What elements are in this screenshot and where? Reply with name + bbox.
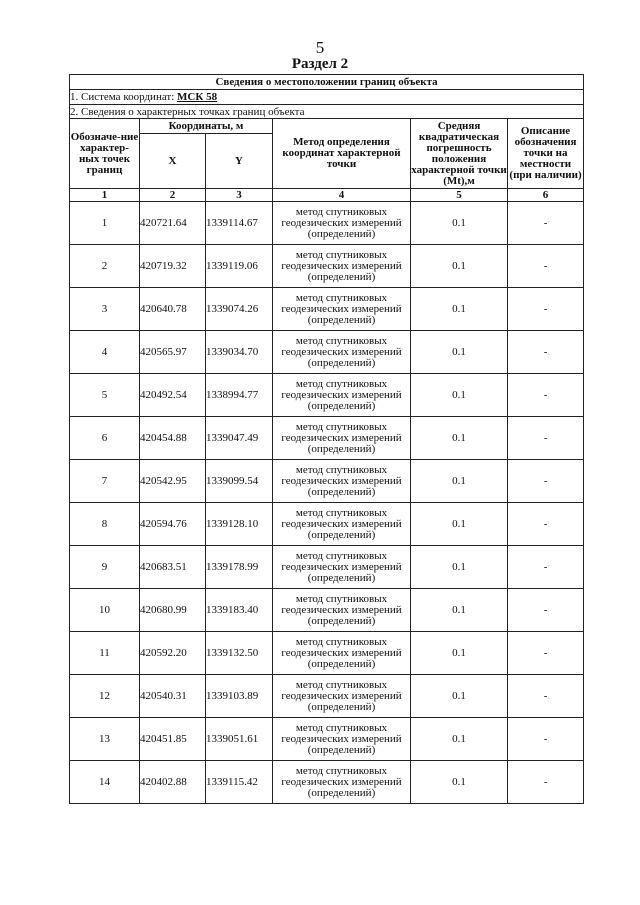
header-description: Описание обозначения точки на местности (при наличии)	[508, 119, 584, 189]
point-number: 3	[70, 288, 140, 331]
coordinate-y: 1339099.54	[206, 460, 273, 503]
method-cell: метод спутниковых геодезических измерений (определений)	[273, 675, 411, 718]
method-cell: метод спутниковых геодезических измерений (определений)	[273, 761, 411, 804]
coordinate-x: 420540.31	[140, 675, 206, 718]
header-x: X	[140, 134, 206, 189]
description-cell: -	[508, 417, 584, 460]
point-number: 12	[70, 675, 140, 718]
table-row	[70, 718, 584, 761]
table-row	[70, 460, 584, 503]
coordinate-x: 420640.78	[140, 288, 206, 331]
column-number-4: 4	[273, 189, 411, 202]
table-row	[70, 331, 584, 374]
coordinate-y: 1339119.06	[206, 245, 273, 288]
boundary-points-table	[69, 74, 584, 804]
coordinate-x: 420492.54	[140, 374, 206, 417]
page-number: 5	[315, 38, 325, 57]
description-cell: -	[508, 675, 584, 718]
coordinate-y: 1339128.10	[206, 503, 273, 546]
coordinate-x: 420454.88	[140, 417, 206, 460]
description-cell: -	[508, 460, 584, 503]
column-number-3: 3	[206, 189, 273, 202]
error-cell: 0.1	[411, 718, 508, 761]
table-row	[70, 417, 584, 460]
coordinate-y: 1339034.70	[206, 331, 273, 374]
method-cell: метод спутниковых геодезических измерений (определений)	[273, 632, 411, 675]
point-number: 9	[70, 546, 140, 589]
point-number: 10	[70, 589, 140, 632]
point-number: 14	[70, 761, 140, 804]
column-number-6: 6	[508, 189, 584, 202]
error-cell: 0.1	[411, 374, 508, 417]
point-number: 8	[70, 503, 140, 546]
coordinate-y: 1338994.77	[206, 374, 273, 417]
table-row	[70, 761, 584, 804]
table-row	[70, 245, 584, 288]
method-cell: метод спутниковых геодезических измерений (определений)	[273, 374, 411, 417]
coordinate-y: 1339132.50	[206, 632, 273, 675]
point-number: 4	[70, 331, 140, 374]
header-error: Средняя квадратическая погрешность положения характерной точки (Mt),м	[411, 119, 507, 187]
coordinate-y: 1339051.61	[206, 718, 273, 761]
method-cell: метод спутниковых геодезических измерений (определений)	[273, 417, 411, 460]
error-cell: 0.1	[411, 245, 508, 288]
method-cell: метод спутниковых геодезических измерений (определений)	[273, 460, 411, 503]
error-cell: 0.1	[411, 202, 508, 245]
error-cell: 0.1	[411, 503, 508, 546]
table-row	[70, 374, 584, 417]
method-cell: метод спутниковых геодезических измерений (определений)	[273, 202, 411, 245]
description-cell: -	[508, 331, 584, 374]
column-number-1: 1	[70, 189, 140, 202]
table-row	[70, 589, 584, 632]
header-y: Y	[206, 134, 273, 189]
point-number: 11	[70, 632, 140, 675]
method-cell: метод спутниковых геодезических измерений (определений)	[273, 718, 411, 761]
table-row	[70, 288, 584, 331]
column-number-5: 5	[411, 189, 508, 202]
coordinate-system-line	[70, 90, 584, 105]
method-cell: метод спутниковых геодезических измерений (определений)	[273, 589, 411, 632]
header-coordinates: Координаты, м	[140, 119, 273, 134]
table-row	[70, 503, 584, 546]
coordinate-x: 420542.95	[140, 460, 206, 503]
coordinate-y: 1339047.49	[206, 417, 273, 460]
method-cell: метод спутниковых геодезических измерений (определений)	[273, 288, 411, 331]
description-cell: -	[508, 503, 584, 546]
header-method: Метод определения координат характерной точки	[273, 119, 411, 189]
point-number: 7	[70, 460, 140, 503]
coordinate-x: 420594.76	[140, 503, 206, 546]
coordinate-x: 420680.99	[140, 589, 206, 632]
table-title: Сведения о местоположении границ объекта	[70, 75, 584, 90]
error-cell: 0.1	[411, 288, 508, 331]
coordinate-y: 1339074.26	[206, 288, 273, 331]
coordinate-y: 1339103.89	[206, 675, 273, 718]
coordinate-y: 1339114.67	[206, 202, 273, 245]
error-cell: 0.1	[411, 460, 508, 503]
coordinate-x: 420592.20	[140, 632, 206, 675]
coordinate-x: 420402.88	[140, 761, 206, 804]
description-cell: -	[508, 546, 584, 589]
coordinate-x: 420451.85	[140, 718, 206, 761]
column-number-2: 2	[140, 189, 206, 202]
coordinate-y: 1339183.40	[206, 589, 273, 632]
point-number: 5	[70, 374, 140, 417]
error-cell: 0.1	[411, 589, 508, 632]
error-cell: 0.1	[411, 761, 508, 804]
table-row	[70, 675, 584, 718]
coordinate-x: 420683.51	[140, 546, 206, 589]
coordinate-system-label: 1. Система координат:	[70, 91, 178, 103]
description-cell: -	[508, 374, 584, 417]
coordinate-y: 1339178.99	[206, 546, 273, 589]
description-cell: -	[508, 718, 584, 761]
description-cell: -	[508, 589, 584, 632]
point-number: 1	[70, 202, 140, 245]
points-info-line: 2. Сведения о характерных точках границ объекта	[70, 105, 584, 119]
header-designation: Обозначе-ние характер-ных точек границ	[70, 119, 140, 189]
coordinate-system-value: МСК 58	[177, 91, 218, 103]
section-title: Раздел 2	[291, 56, 349, 72]
method-cell: метод спутниковых геодезических измерений (определений)	[273, 503, 411, 546]
error-cell: 0.1	[411, 632, 508, 675]
table-row	[70, 546, 584, 589]
error-cell: 0.1	[411, 675, 508, 718]
description-cell: -	[508, 761, 584, 804]
point-number: 6	[70, 417, 140, 460]
method-cell: метод спутниковых геодезических измерений (определений)	[273, 245, 411, 288]
coordinate-x: 420565.97	[140, 331, 206, 374]
description-cell: -	[508, 202, 584, 245]
coordinate-y: 1339115.42	[206, 761, 273, 804]
description-cell: -	[508, 632, 584, 675]
coordinate-x: 420719.32	[140, 245, 206, 288]
point-number: 2	[70, 245, 140, 288]
table-row	[70, 202, 584, 245]
table-row	[70, 632, 584, 675]
description-cell: -	[508, 245, 584, 288]
point-number: 13	[70, 718, 140, 761]
method-cell: метод спутниковых геодезических измерений (определений)	[273, 331, 411, 374]
coordinate-x: 420721.64	[140, 202, 206, 245]
error-cell: 0.1	[411, 546, 508, 589]
method-cell: метод спутниковых геодезических измерений (определений)	[273, 546, 411, 589]
error-cell: 0.1	[411, 331, 508, 374]
error-cell: 0.1	[411, 417, 508, 460]
description-cell: -	[508, 288, 584, 331]
